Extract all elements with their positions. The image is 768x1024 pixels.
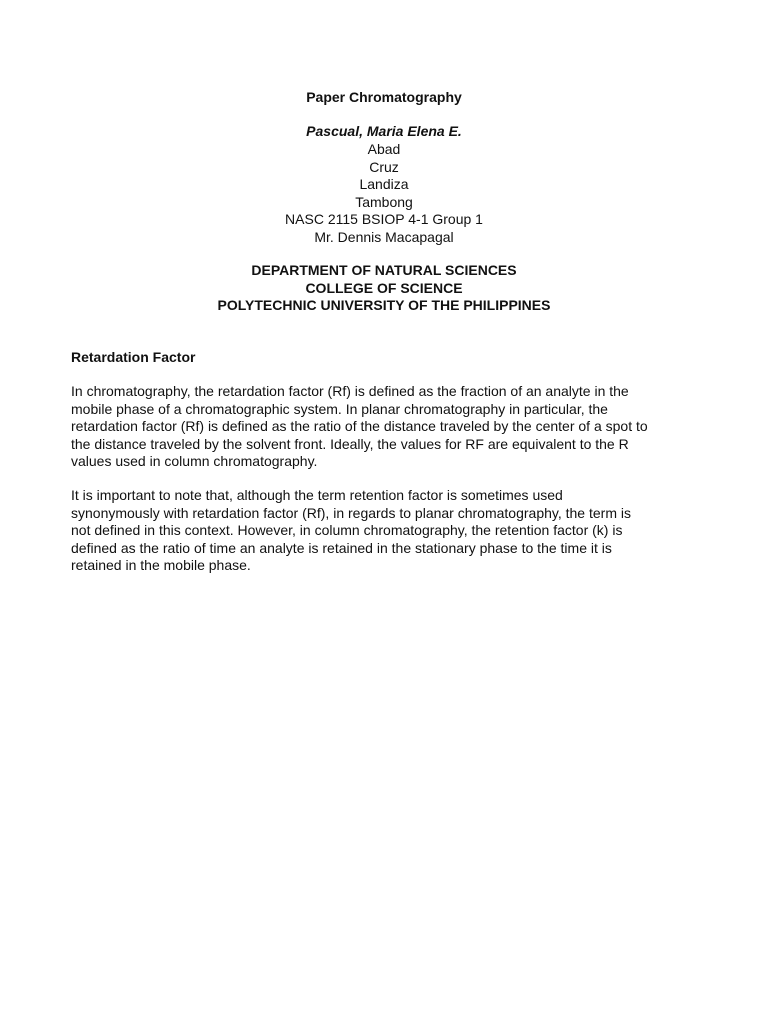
author-name: Landiza [359, 176, 409, 192]
paragraph-line: retained in the mobile phase. [71, 557, 251, 573]
author-name: Cruz [369, 158, 399, 175]
paragraph-line: synonymously with retardation factor (Rf), in regards to planar chromatography, the term is [71, 504, 631, 521]
lead-author: Pascual, Maria Elena E. [306, 123, 462, 139]
course-line: NASC 2115 BSIOP 4-1 Group 1 [285, 211, 483, 227]
author-name: Abad [367, 141, 401, 157]
paragraph-line: not defined in this context. However, in column chromatography, the retention factor (k) is [71, 522, 623, 538]
author-name: Tambong [355, 193, 413, 210]
instructor-line: Mr. Dennis Macapagal [314, 228, 454, 245]
paragraph-retardation-factor [71, 383, 701, 471]
paragraph-line: It is important to note that, although the term retention factor is sometimes used [71, 487, 563, 503]
paragraph-line: retardation factor (Rf) is defined as the ratio of the distance traveled by the center of a spot to [71, 418, 648, 434]
paragraph-line: mobile phase of a chromatographic system. In planar chromatography in particular, the [71, 400, 608, 417]
paragraph-line: the distance traveled by the solvent front. Ideally, the values for RF are equivalent to the R [71, 435, 629, 452]
paragraph-retention-factor [71, 487, 701, 575]
university-line: POLYTECHNIC UNIVERSITY OF THE PHILIPPINES [217, 297, 551, 313]
section-heading: Retardation Factor [71, 349, 196, 365]
college-line: COLLEGE OF SCIENCE [305, 279, 463, 296]
paragraph-line: In chromatography, the retardation factor (Rf) is defined as the fraction of an analyte in the [71, 383, 629, 399]
paragraph-line: values used in column chromatography. [71, 453, 318, 469]
document-title: Paper Chromatography [306, 89, 462, 105]
institution-block [0, 262, 768, 315]
author-list [0, 141, 768, 246]
paragraph-line: defined as the ratio of time an analyte is retained in the stationary phase to the time it is [71, 539, 612, 556]
department-line: DEPARTMENT OF NATURAL SCIENCES [251, 262, 517, 278]
